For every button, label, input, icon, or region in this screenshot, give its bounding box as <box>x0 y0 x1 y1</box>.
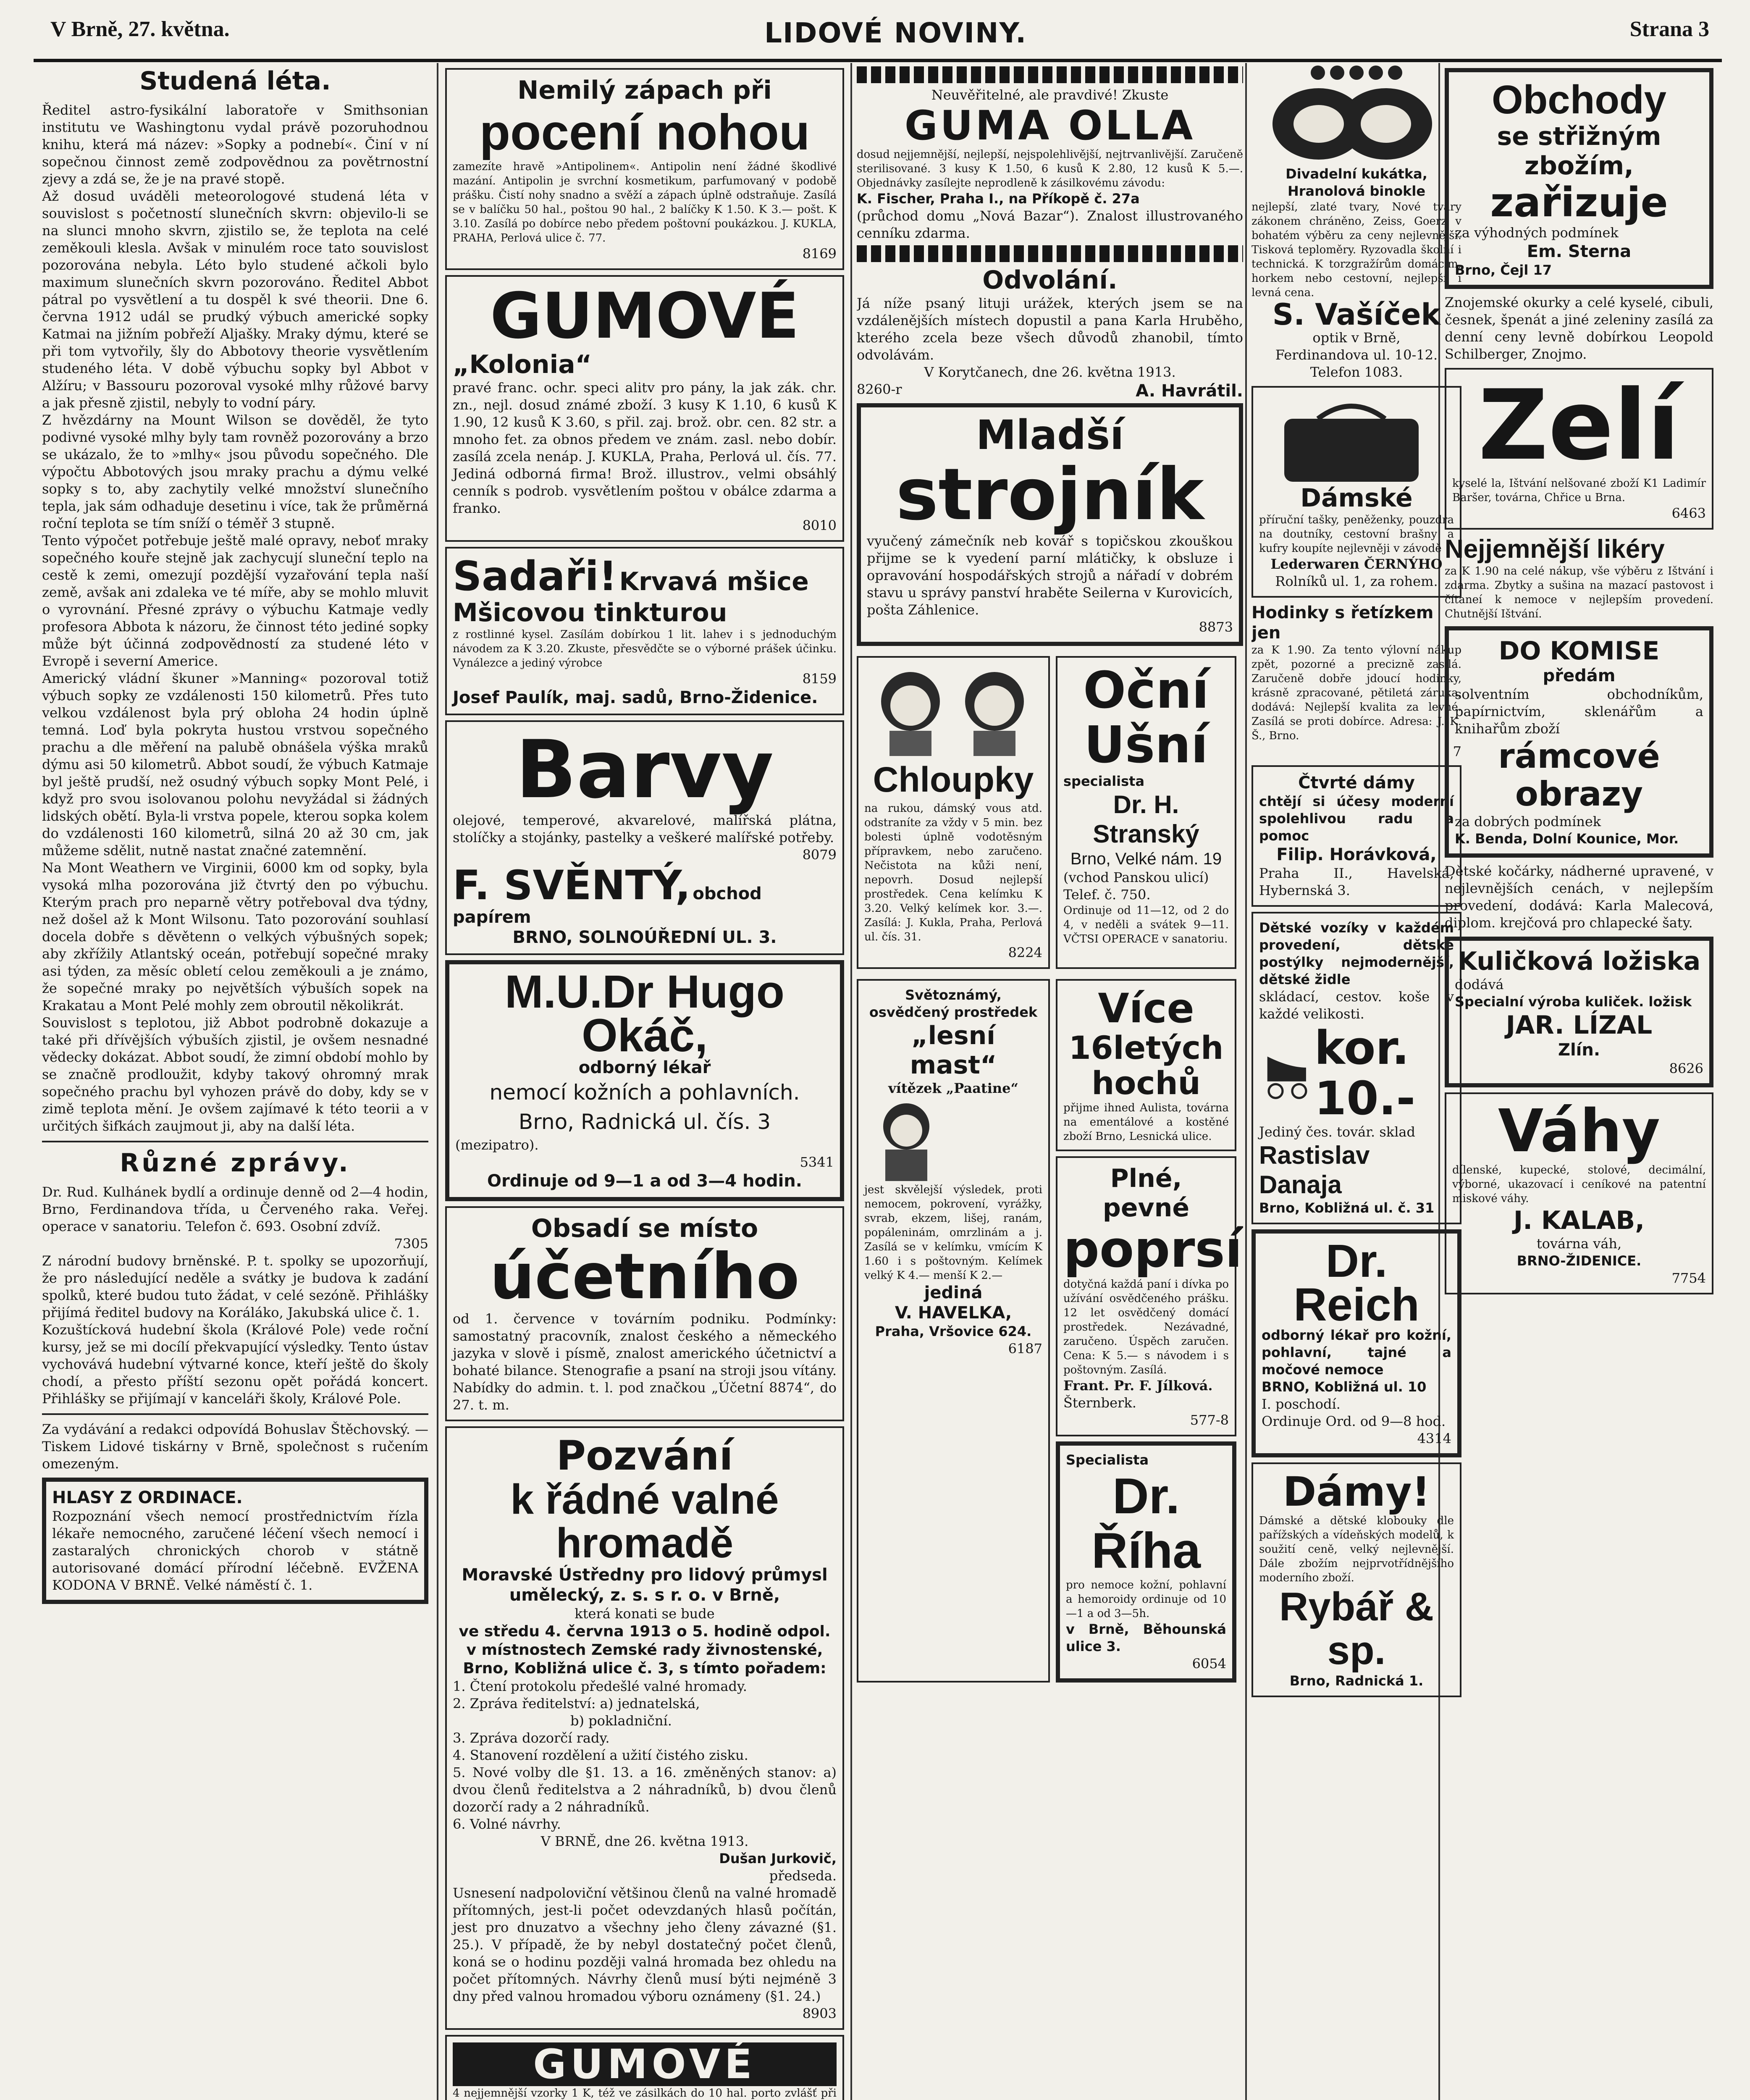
ad-address: Brno, Kobližná ul. č. 31 <box>1259 1200 1435 1216</box>
pram-illustration <box>1259 1031 1314 1115</box>
agenda-item: b) pokladniční. <box>570 1713 672 1729</box>
news-item: Dr. Rud. Kulhánek bydlí a ordinuje denně od 2—4 hodin, Brno, Ferdinandova třída, u Červeného raka. Veřej. operace v sanatoriu. Telefon č. 693. Osobní zdvíž. <box>42 1184 428 1234</box>
ad-stack <box>1056 974 1242 1688</box>
ad-text: kyselé la, Ištvání nelšované zboží K1 Ladimír Baršer, továrna, Chřice u Brna. <box>1452 477 1706 504</box>
ad-box <box>857 979 1050 1683</box>
ad-headline: Dětské vozíky v každém provedení, dětské postýlky nejmodernější, dětské židle <box>1259 920 1454 987</box>
ad-address: BRNO, Kobližná ul. 10 <box>1262 1379 1427 1395</box>
article-paragraph: Z hvězdárny na Mount Wilson se dověděl, že tyto podivné vysoké mlhy byly tam rovněž pozorovány a brzo se ukázalo, že to »mlhy« jsou původu sopečného. Dle výpočtu Abbotových jsou mraky prachu a dýmu velké sopky s to, aby zachytily velké množství slunečního tepla, jak sám odhaduje desetinu i více, tak že průměrná roční teplota se tím sníží o téměř 3 stupně. <box>42 412 428 531</box>
ad-box <box>1056 1441 1236 1683</box>
ornament-border <box>857 245 1243 262</box>
agenda-item: 5. Nové volby dle §1. 13. a 16. změněných stanov: a) dvou členů ředitelstva a 2 náhradníků, b) dvou členů dozorčí rady a 2 náhradníků. <box>453 1764 837 1815</box>
ad-name: Josef Paulík, maj. sadů, Brno-Židenice. <box>453 688 818 707</box>
divider <box>42 1141 428 1142</box>
ad-name: M.U.Dr Hugo Okáč, <box>504 966 784 1061</box>
ad-floor: (mezipatro). <box>455 1137 539 1153</box>
news-title: Různé zprávy. <box>120 1148 351 1178</box>
ad-text: za K 1.90. Za tento výlovní nákup zpět, pozorné a precizně zasílá. Zaručeně dobře jdoucí hodinky, krásně zpracované, pětiletá záruka, dodává: Nejlepší kvalita za levné. Zasílá se proti dobírce. Adresa: J. K. Š., Brno. <box>1251 644 1461 742</box>
ad-name: Rybář & sp. <box>1279 1584 1434 1673</box>
ad-name: Filip. Horávková, <box>1276 845 1437 864</box>
ad-box <box>857 403 1243 646</box>
ad-text: od 1. července v továrním podniku. Podmínky: samostatný pracovník, znalost českého a německého jazyka v slově i písmě, znalost amerického účetnictví a bohaté bilance. Stenografie a psaní na stroji jsou vítány. Nabídky do admin. t. l. pod značkou „Účetní 8874“, do 27. t. m. <box>453 1311 837 1413</box>
ad-address: Brno, Radnická 1. <box>1289 1673 1424 1689</box>
ad-headline: Světoznámý, osvědčený prostředek <box>869 987 1038 1020</box>
ad-kind: obchod papírem <box>453 884 762 927</box>
ad-text: pro nemoce kožní, pohlavní a hemoroidy ordinuje od 10—1 a od 3—5h. <box>1066 1579 1226 1620</box>
ad-text: jest skvělejší výsledek, proti nemocem, pokrovení, vyrážky, svrab, ekzem, lišej, ranám, popáleninám, omrzlinám a j. Zasílá se v kelímku, vmícím K 1.60 i s poštovným. Kelímek velký K 4.— menší K 2.— <box>864 1184 1042 1282</box>
page-header <box>34 8 1722 62</box>
ad-box <box>445 1206 844 1421</box>
article-paragraph: Na Mont Weathern ve Virginii, 6000 km od sopky, byla vysoká mlha pozorována již čtvrtý den po výbuchu. Kterým prach pro neparně větry potřeboval dva týdny, než došel až k Mont Wilsonu. Tato pozorování souhlasí docela dobře s děvětenn o velkých výbušných sopek; aby zkřížily Atlantský oceán, potřebují sopečné mraky asi týden, za měsíc obletí celou zeměkouli a je známo, že sopečné mraky po největších výbuších sopek na Krakatau a Mont Pelé mohly zem obroutil několikrát. <box>42 860 428 1013</box>
ad-headline: Dámské <box>1300 483 1413 513</box>
agenda-item: 6. Volné návrhy. <box>453 1816 561 1832</box>
ad-text: (průchod domu „Nová Bazar“). Znalost illustrovaného cenníku zdarma. <box>857 208 1243 241</box>
ad-text: dodává <box>1455 976 1504 992</box>
ad-name: Em. Sterna <box>1527 242 1632 261</box>
ad-sub: předám <box>1543 666 1616 685</box>
ad-headline: Nejjemnější likéry <box>1445 535 1665 564</box>
imprint: Za vydávání a redakci odpovídá Bohuslav Štěchovský. — Tiskem Lidové tiskárny v Brně, společnost s ručením omezeným. <box>42 1421 428 1472</box>
ad-row <box>1259 1023 1454 1124</box>
ad-box <box>1056 656 1236 969</box>
column-rule <box>1245 63 1247 2100</box>
ad-role: odborný lékař <box>578 1058 711 1077</box>
ad-code: 8873 <box>1199 619 1233 635</box>
ad-hours: Ordinuje od 9—1 a od 3—4 hodin. <box>487 1171 802 1191</box>
ad-hours: Ordinuje od 11—12, od 2 do 4, v neděli a svátek 9—11. VČTSI OPERACE v sanatoriu. <box>1063 904 1229 945</box>
ad-big-headline: Barvy <box>515 723 774 816</box>
ad-box <box>1251 1462 1461 1697</box>
ad-code: 5341 <box>800 1154 834 1170</box>
ad-headline: Dámy! <box>1283 1468 1430 1515</box>
column-ads-3 <box>857 63 1243 1688</box>
header-title: LIDOVÉ NOVINY. <box>764 17 1027 49</box>
ad-headline: Plné, pevné <box>1102 1164 1190 1223</box>
divider <box>42 1413 428 1415</box>
ad-text: za K 1.90 na celé nákup, vše výběru z Ištvání i zdarma. Zbytky a sušina na mazací pastovost i čítaneí k nemoce v nejlepším provedení. Chutnější Ištvání. <box>1445 565 1713 620</box>
ad-text: olejové, temperové, akvarelové, malířská plátna, stolíčky a stojánky, pastelky a veškeré malířské potřeby. <box>453 812 837 845</box>
ad-box <box>445 1426 844 2030</box>
ad-sub: specialista <box>1063 773 1145 789</box>
ad-name: Lederwaren ČERNÝHO <box>1270 556 1443 572</box>
agenda-item: 1. Čtení protokolu předešlé valné hromady. <box>453 1678 747 1694</box>
header-page-number: Strana 3 <box>1629 17 1709 41</box>
ad-text: na rukou, dámský vous atd. odstraníte za vždy v 5 min. bez bolesti úplně vodotěsným přípravkem, nebo zaručeno. Nečistota na kůži není, nepovrh. Dosud nejlepší prostředek. Cena kelímku K 3.20. Velký kelímek kor. 3.—. Zasílá: J. Kukla, Praha, Perlová ul. čís. 31. <box>864 802 1042 943</box>
ad-sub: vítězek „Paatine“ <box>888 1080 1018 1096</box>
ad-box <box>445 720 844 955</box>
column-ads-2 <box>445 63 844 2100</box>
ad-name: V. HAVELKA, <box>895 1303 1012 1323</box>
ad-when: ve středu 4. června 1913 o 5. hodině odpol. v místnostech Zemské rady živnostenské, Brno, Kobližná ulice č. 3, s tímto pořadem: <box>459 1623 831 1677</box>
ad-role: předseda. <box>769 1868 837 1884</box>
ad-address: Brno, Radnická ul. čís. 3 <box>518 1110 771 1134</box>
ornament-dots <box>1251 66 1461 81</box>
ad-code: 8079 <box>802 847 837 863</box>
ad-big-headline: „lesní mast“ <box>910 1021 997 1080</box>
ad-name: K. Benda, Dolní Kounice, Mor. <box>1455 831 1679 847</box>
ad-big-headline: Ušní <box>1084 716 1208 774</box>
ad-text: 4 nejjemnější vzorky 1 K, též ve zásilkách do 10 hal. porto zvlášť při <box>453 2087 837 2100</box>
ad-title: HLASY Z ORDINACE. <box>52 1488 243 1507</box>
binoculars-illustration <box>1251 84 1453 164</box>
ad-big-headline: rámcové obrazy <box>1498 737 1660 814</box>
ad-phone: Telef. č. 750. <box>1063 887 1151 903</box>
ad-name: F. SVĚNTÝ, <box>453 862 691 909</box>
ad-headline: Mladší <box>976 412 1124 459</box>
ad-text: za výhodných podmínek <box>1455 225 1619 241</box>
ad-box <box>445 275 844 542</box>
ad-box <box>1251 912 1461 1224</box>
ad-code: 8010 <box>802 517 837 533</box>
ad-text: Znojemské okurky a celé kyselé, cibuli, česnek, špenát a jiné zeleniny zasílá za denní ceny levně dobírkou Leopold Schilberger, Znojmo. <box>1445 294 1713 362</box>
article-paragraph: Americký vládní škuner »Manning« pozoroval totiž výbuch sopky ze vzdálenosti 150 kilometrů. Přes tuto velkou vzdálenost byla prý obloha 24 hodin úplně temná. Loď byla pokryta hustou vrstvou sopečného prachu a dle měření na palubě obnášela výška mraků dýmu asi 50 kilometrů. Abbot soudí, že výbuch Katmaje byl ještě prudší, než osudný výbuch sopky Mont Pelé, i když pro svou isolovanou polohu nevyžádal si žádných lidských obětí. Byla-li vrstva popele, kterou sopka kolem do vzdálenosti 160 kilometrů, silná 20 až 30 cm, jak můžeme sdělit, nutně nastat značné zatemnění. <box>42 670 428 858</box>
article-paragraph: Až dosud uváděli meteorologové studená léta v souvislost s početností slunečních skvrn: objevilo-li se na slunci mnoho skvrn, zjistilo se, že teplota na celé zeměkouli klesla. Avšak v minulém roce tato souvislost pozorována nebyla. Léto bylo studené ačkoli bylo maximum slunečních skvrn pozorováno. Ředitel Abbot pátral po vysvětlení a tu dospěl k své theorii. Dne 6. června 1912 udál se prudký výbuch americké sopky Katmai na jižním pobřeží Aljašky. Mraky dýmu, které se při tom vytvořily, šly do Abbotovy theorie vysvětlením studeného léta. V době výbuchu sopky byl Abbot v Alžíru; v Bassouru pozoroval vysoké mlhy růžové barvy a jak přesně zjistil, nebyly to vodní páry. <box>42 188 428 411</box>
ad-text: přijme ihned Aulista, továrna na ementálové a kostěné zboží Brno, Lesnická ulice. <box>1063 1102 1229 1143</box>
women-portrait-illustration <box>864 664 1041 756</box>
ad-text: Já níže psaný lituji urážek, kterých jsem se na vzdálenějších místech dopustil a pana Karla Hruběho, kterého zcela beze všech důvodů zhanobil, tímto odvolávám. <box>857 295 1243 363</box>
ad-name: Frant. Pr. F. Jílková. <box>1063 1378 1213 1394</box>
ad-sub: jediná <box>924 1283 983 1302</box>
ad-subheadline: Krvavá mšice <box>619 567 809 596</box>
ad-text: Usnesení nadpoloviční většinou členů na valné hromadě přítomných, jest-li počet odevzdaných hlasů počítán, jest pro dnuzatvo a všechny jeho členy závazné (§1. 25.). V případě, že by nebyl dostatečný počet členů, koná se o hodinu později valná hromada bez ohledu na počet přítomných. Návrhy členů musí býti nejméně 3 dny před valnou hromadou výboru oznámeny (§1. 24.) <box>453 1885 837 2004</box>
ad-text: chtějí si účesy moderní spolehlivou radu a pomoc <box>1259 793 1454 844</box>
ornament-border <box>857 66 1243 83</box>
ad-address: Praha, Vršovice 624. <box>875 1323 1032 1339</box>
ad-box <box>1251 386 1461 598</box>
ad-big-headline: účetního <box>490 1240 800 1313</box>
ad-headline: Pozvání <box>556 1432 733 1479</box>
ad-big-headline: pocení nohou <box>479 104 810 160</box>
ad-code: 7 <box>1453 743 1461 759</box>
ad-address: BRNO, SOLNOÚŘEDNÍ UL. 3. <box>512 928 777 947</box>
ad-address: Ferdinandova ul. 10-12. <box>1275 347 1438 363</box>
ad-name: Dr. Říha <box>1091 1468 1201 1579</box>
column-rule <box>437 63 438 2100</box>
ad-role: optik v Brně, <box>1312 330 1401 346</box>
ad-big-headline: Chloupky <box>873 760 1034 799</box>
handbag-illustration <box>1259 394 1444 482</box>
ad-headline: Divadelní kukátka, Hranolová binokle <box>1286 166 1427 199</box>
ad-hours: Ordinuje Ord. od 9—8 hod. <box>1262 1413 1446 1429</box>
ad-name: J. KALAB, <box>1513 1206 1645 1235</box>
ad-row <box>857 651 1243 974</box>
ad-big-headline: Váhy <box>1498 1097 1661 1166</box>
agenda-item: 4. Stanovení rozdělení a užití čistého zisku. <box>453 1747 748 1763</box>
ad-box <box>1445 368 1713 530</box>
ad-headline: Obsadí se místo <box>531 1214 758 1243</box>
ad-signature: Dušan Jurkovič, <box>719 1851 837 1866</box>
ad-code: 577-8 <box>1190 1412 1229 1428</box>
ad-text: pravé franc. ochr. speci alitv pro pány, la jak zák. chr. zn., nejl. dosud známé zboží. 3 kusy K 1.10, 6 kusů K 1.90, 12 kusů K 3.60, s přil. zaj. brož. obr. cen. 82 str. a mnoho fet. za obnos předem ve znám. zasl. nebo dobír. zasílá zcela nenáp. J. KUKLA, Praha, Perlová ul. čís. 77. Jediná odborná firma! Brož. illustrov., velmi obsáhlý cenník s podrob. vysvětlením poštou v obálce zdarma a franko. <box>453 380 837 516</box>
ad-address: Brno, Čejl 17 <box>1455 262 1552 278</box>
ad-date: V Korytčanech, dne 26. května 1913. <box>924 364 1176 380</box>
header-date: V Brně, 27. května. <box>50 17 230 41</box>
ad-headline: Neuvěřitelné, ale pravdivé! Zkuste <box>931 87 1169 103</box>
column-ads-5 <box>1445 63 1713 1299</box>
column-rule <box>850 63 852 2100</box>
ad-headline: Hodinky s řetízkem jen <box>1251 603 1434 643</box>
ad-address: Rolníků ul. 1, za rohem. <box>1275 573 1438 589</box>
ad-box <box>857 656 1050 969</box>
ad-code: 4314 <box>1417 1431 1451 1446</box>
article-paragraph: Tento výpočet potřebuje ještě malé opravy, neboť mraky sopečného kouře stejně jak zachycují sluneční teplo na cestě k zemi, omezují pozdější vyzařování tepla naší země, avšak ani zdaleka ve té míře, aby se mohlo mluvit o vyrovnání. Přesné zprávy o výbuchu Katmaje vedly profesora Abbota k názoru, že činnost této jediné sopky může být účinná zodpovědností za studené léto v Evropě i severní Americe. <box>42 533 428 669</box>
ad-place: Šternberk. <box>1063 1395 1136 1411</box>
ad-box <box>1056 979 1236 1151</box>
ad-code: 8224 <box>1008 945 1042 961</box>
ad-box <box>1445 626 1713 858</box>
ad-code: 8159 <box>802 671 837 687</box>
ad-subheadline: „Kolonia“ <box>453 350 592 379</box>
ad-big-headline: k řádné valné hromadě <box>510 1476 779 1567</box>
ad-code: 6054 <box>1192 1656 1226 1672</box>
ad-big-headline: Zelí <box>1478 370 1680 482</box>
ad-headline: Odvolání. <box>982 265 1118 295</box>
ad-box <box>1251 765 1461 907</box>
ad-text: skládací, cestov. koše v každé velikosti. <box>1259 989 1454 1022</box>
ad-name: Rastislav Danaja <box>1259 1141 1370 1199</box>
ad-headline: Čtvrté dámy <box>1298 773 1415 793</box>
ad-text: vyučený zámečník neb kovář s topičskou zkouškou přijme se k vyedení parní mlátičky, k obsluze i opravování hospodářských strojů a nářadí v dobrém stavu u správy panství hraběte Seilerna v Kurovicích, pošta Záhlenice. <box>867 533 1233 618</box>
column-article <box>42 63 428 1609</box>
ad-code: 8903 <box>802 2006 837 2021</box>
news-code: 7305 <box>394 1236 428 1252</box>
ad-address: BRNO-ŽIDENICE. <box>1516 1253 1642 1269</box>
ad-name: A. Havrátil. <box>1136 381 1243 401</box>
agenda-item: 2. Zpráva ředitelství: a) jednatelská, <box>453 1696 700 1712</box>
ad-address: Praha II., Havelská, Hybernská 3. <box>1259 865 1454 898</box>
ad-big-headline: GUMOVÉ <box>490 280 800 353</box>
ad-floor: I. poschodí. <box>1262 1396 1341 1412</box>
ad-big-headline: Oční <box>1083 662 1209 720</box>
ad-box <box>1251 1229 1461 1457</box>
ad-text: z rostlinné kysel. Zasílám dobírkou 1 lit. lahev i s jednoduchým návodem za K 3.20. Zkuste, přesvědčte se o výborné prášek účinku. Vynálezce a jediný výrobce <box>453 628 837 669</box>
ad-text: dotyčná každá paní i dívka po užívání osvědčeného prášku. 12 let osvědčený domácí prostředek. Nezávadné, zaručeno. Úspěch zaručen. Cena: K 5.— s návodem i s poštovným. Zasílá. <box>1063 1278 1229 1376</box>
news-item: Kozuštícková hudební škola (Králové Pole) vede roční kursy, jež se mi docílí překvapující výsledky. Tento ústav vychovává hudební výtvarné konce, kteří ještě do školy chodí, a přesto příští sezonu opět pořádá koncert. Přihlášky se přijímají v kanceláři školy, Králové Pole. <box>42 1322 428 1407</box>
ad-name: Dr. Reich <box>1293 1235 1419 1331</box>
ad-role: továrna váh, <box>1536 1236 1622 1252</box>
ad-address: (vchod Panskou ulicí) <box>1063 869 1209 885</box>
agenda-item: 3. Zpráva dozorčí rady. <box>453 1730 610 1746</box>
ad-sub: Specialista <box>1066 1452 1149 1468</box>
ad-text: solventním obchodníkům, papírnictvím, sklenářům a knihařům zboží <box>1455 686 1703 737</box>
ad-name: S. Vašíček <box>1272 297 1441 332</box>
ad-name: K. Fischer, Praha I., na Příkopě č. 27a <box>857 191 1140 207</box>
ad-headline: DO KOMISE <box>1498 636 1660 666</box>
ad-text: která konati se bude <box>575 1606 715 1622</box>
ad-code: 8260-r <box>857 381 902 397</box>
ad-text: Dětské kočárky, nádherné upravené, v nejlevnějších cenách, v nejlepším provedení, dodává: Karla Malecová, diplom. krejčová pro chlapecké šaty. <box>1445 863 1713 931</box>
ad-text: odborný lékař pro kožní, pohlavní, tajné a močové nemoce <box>1262 1327 1451 1378</box>
ad-address: Brno, Velké nám. 19 <box>1070 850 1222 868</box>
ad-subheadline: Mšicovou tinkturou <box>453 598 727 627</box>
ad-box <box>445 68 844 270</box>
news-item: Z národní budovy brněnské. P. t. spolky se upozorňují, že pro následující neděle a svátky je budova k zadání spolků, které budou tuto žádat, v celé sezóně. Přihlášky přijímá ředitel budovy na Koráláko, Jakubská ulice č. 1. <box>42 1253 428 1320</box>
ad-date: V BRNĚ, dne 26. května 1913. <box>540 1833 749 1849</box>
boy-illustration <box>864 1097 948 1181</box>
ad-address: Zlín. <box>1558 1040 1600 1060</box>
ad-sub: za dobrých podmínek <box>1455 814 1601 830</box>
ad-subheadline: se střižným zbožím, <box>1497 122 1661 181</box>
ad-big-headline: strojník <box>896 453 1204 536</box>
ad-code: 7754 <box>1671 1270 1706 1286</box>
ad-big-headline: zařizuje <box>1490 179 1668 226</box>
ad-text: Jediný čes. továr. sklad <box>1259 1124 1415 1140</box>
ad-box <box>445 960 844 1201</box>
ad-code: 6463 <box>1671 505 1706 521</box>
ad-price: kor. 10.- <box>1314 1021 1416 1125</box>
ad-box <box>1056 1156 1242 1436</box>
ad-headline: Více <box>1098 985 1194 1032</box>
ad-name: JAR. LÍZAL <box>1506 1011 1653 1040</box>
ad-big-headline: GUMA OLLA <box>904 102 1196 149</box>
article-paragraph: Ředitel astro-fysikální laboratoře v Smithsonian institutu ve Washingtonu vydal právě pozoruhodnou knihu, která má název: »Sopky a podnebí«. Činí v ní sopečnou činnost země zodpovědnou za povětrnostní zjevy a zdá se, že je na pravé stopě. <box>42 102 428 187</box>
ad-code: 6187 <box>1008 1341 1042 1357</box>
ad-text: Specialní výroba kuliček. ložisk <box>1455 994 1692 1010</box>
ad-box <box>445 547 844 715</box>
ad-phone: Telefon 1083. <box>1310 364 1403 380</box>
ad-box <box>445 2035 844 2100</box>
ad-text: nejlepší, zlaté tvary, Nové tvary zákonem chráněno, Zeiss, Goerz v bohatém výběru za ceny nejlevnější. Tisková teploměry. Ryzovadla školní i technická. K torzgražírům domácím, horkem nebo cestovní, nejlepší i levná cena. <box>1251 201 1461 299</box>
ad-code: 8626 <box>1669 1060 1703 1076</box>
ad-box <box>42 1478 428 1604</box>
ad-big-headline: GUMOVÉ <box>453 2042 837 2086</box>
ad-big-headline: poprsí <box>1063 1221 1242 1279</box>
ad-text: zamezíte hravě »Antipolinem«. Antipolin není žádné škodlivé mazání. Antipolin je svrchní kosmetikum, parfumovaný v podobě prášku. Čistí nohy snadno a svěží a zápach úplně odstraňuje. Zasílá se v balíčku 50 hal., poštou 90 hal., 2 balíčky K 1.50. K 3.— pošt. K 3.10. Zasílá po dobírce nebo předem poštovní poukázkou. J. KUKLA, PRAHA, Perlová ulice č. 77. <box>453 160 837 244</box>
ad-big-headline: Obchody <box>1491 77 1666 122</box>
ad-row <box>857 974 1243 1688</box>
ad-text: dosud nejjemnější, nejlepší, nejspolehlivější, nejtrvanlivější. Zaručeně sterilisované. 3 kusy K 1.50, 6 kusů K 2.80, 12 kusů K 5.—. Objednávky zasílejte neprodleně k zásilkovému závodu: <box>857 148 1243 189</box>
ad-headline: Nemilý zápach při <box>517 76 772 105</box>
ad-big-headline: 16letých hochů <box>1068 1029 1224 1102</box>
ad-code: 8169 <box>802 246 837 262</box>
ad-box <box>1445 68 1713 289</box>
ad-box <box>1445 1092 1713 1294</box>
ad-name: Dr. H. Stranský <box>1093 790 1199 848</box>
ad-text: Rozpoznání všech nemocí prostřednictvím řízla lékaře nemocného, zaručené léčení všech nemocí i zastaralých chronických chorob v státně autorisované domácí přírodní léčebně. EVŽENA KODONA V BRNĚ. Velké náměstí č. 1. <box>52 1508 418 1593</box>
column-ads-4 <box>1251 63 1461 1702</box>
ad-text: příruční tašky, peněženky, pouzdra na doutníky, cestovní brašny a kufry koupíte nejlevněji v závodě <box>1259 514 1454 555</box>
ad-headline: Kuličková ložiska <box>1457 947 1701 976</box>
article-title: Studená léta. <box>139 66 331 96</box>
ad-big-headline: Sadaři! <box>453 553 617 600</box>
ad-text: dílenské, kupecké, stolové, decimální, výborné, ukazovací i ceníkové na patentní miskové váhy. <box>1452 1164 1706 1205</box>
article-paragraph: Souvislost s teplotou, již Abbot podrobně dokazuje a také při dřívějších výbuších zjistil, je ovšem nesnadné vědecky dokázat. Abbot soudí, že zimní období mohlo by se značně prodloužit, kdyby takový ohromný mrak sopečného prachu byl vyhozen právě do doby, kdy se v zimě teplota mění. Je ovšem zajímavé k této teorii a v určitých šifkách zaujmout ji, aby na další léta. <box>42 1015 428 1134</box>
ad-address: v Brně, Běhounská ulice 3. <box>1066 1621 1226 1654</box>
ad-text: Dámské a dětské klobouky dle pařížských a vídeňských modelů, k soužití ceně, velký nejlevnější. Dále zbožím nejprvotřídnějšího moderního zboží. <box>1259 1515 1454 1584</box>
ad-box <box>1445 937 1713 1087</box>
ad-text: nemocí kožních a pohlavních. <box>489 1080 800 1105</box>
ad-org: Moravské Ústředny pro lidový průmysl umělecký, z. s. s r. o. v Brně, <box>462 1565 828 1605</box>
